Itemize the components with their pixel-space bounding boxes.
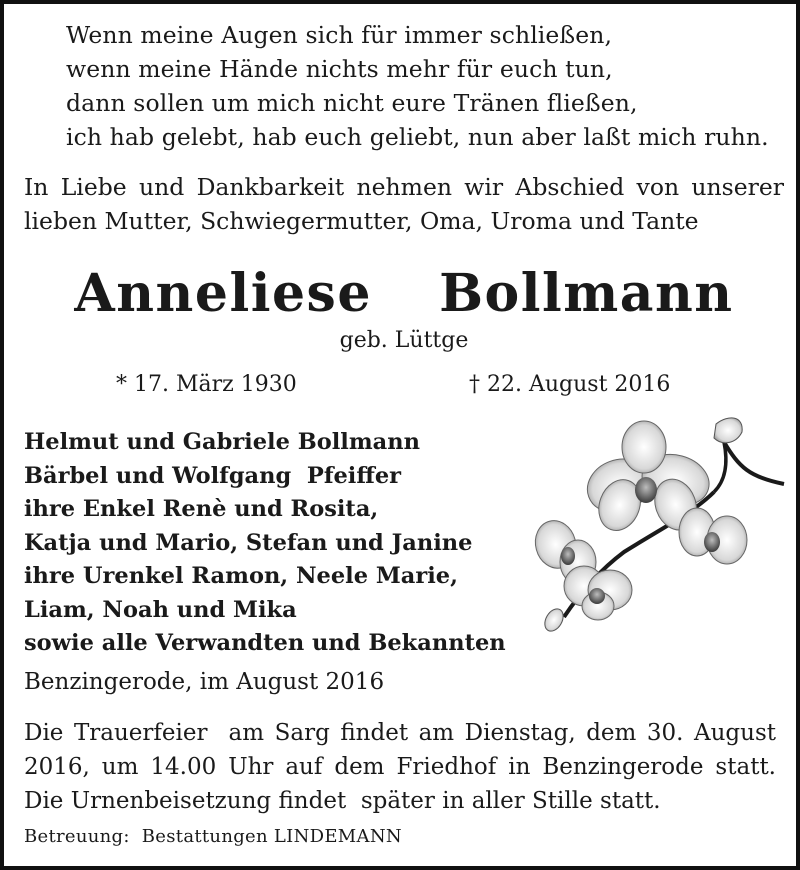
death-date: † 22. August 2016 [469, 372, 671, 397]
service-line: 2016, um 14.00 Uhr auf dem Friedhof in Benzingerode statt. [24, 754, 776, 780]
service-info [24, 716, 776, 818]
birth-date: * 17. März 1930 [116, 372, 297, 397]
service-line: Die Urnenbeisetzung findet später in aller Stille statt. [24, 788, 661, 814]
poem [66, 18, 769, 154]
orchid-illustration [524, 412, 794, 642]
mourner-line: Helmut und Gabriele Bollmann [24, 429, 420, 455]
mourner-line: Katja und Mario, Stefan und Janine [24, 529, 473, 556]
service-line: Die Trauerfeier am Sarg findet am Dienstag, dem 30. August [24, 720, 776, 746]
poem-line: wenn meine Hände nichts mehr für euch tun, [66, 55, 613, 83]
intro-line: lieben Mutter, Schwiegermutter, Oma, Uroma und Tante [24, 207, 699, 235]
mourner-line: ihre Urenkel Ramon, Neele Marie, [24, 563, 458, 589]
poem-line: Wenn meine Augen sich für immer schließen, [66, 21, 613, 49]
poem-line: dann sollen um mich nicht eure Tränen fließen, [66, 89, 638, 117]
mourners-list [24, 426, 506, 661]
mourner-line: sowie alle Verwandten und Bekannten [24, 630, 506, 656]
maiden-name: geb. Lüttge [339, 328, 469, 353]
place-date: Benzingerode, im August 2016 [24, 669, 385, 695]
mourner-line: Bärbel und Wolfgang Pfeiffer [24, 462, 401, 489]
farewell-intro [24, 170, 784, 238]
intro-line: In Liebe und Dankbarkeit nehmen wir Abschied von unserer [24, 173, 784, 201]
deceased-name: Anneliese Bollmann [74, 263, 734, 324]
poem-line: ich hab gelebt, hab euch geliebt, nun aber laßt mich ruhn. [66, 123, 769, 151]
undertaker-credit: Betreuung: Bestattungen LINDEMANN [24, 826, 402, 847]
mourner-line: ihre Enkel Renè und Rosita, [24, 496, 379, 522]
mourner-line: Liam, Noah und Mika [24, 596, 297, 623]
